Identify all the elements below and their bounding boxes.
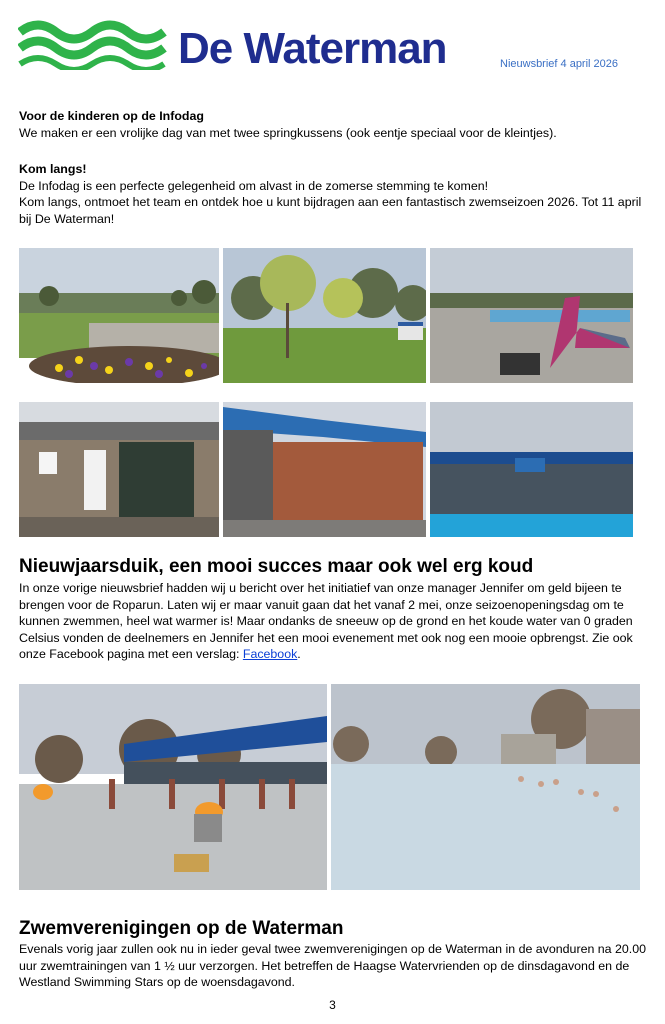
logo-text: De Waterman <box>178 24 447 73</box>
kids-body: We maken er een vrolijke dag van met twee springkussens (ook eentje speciaal voor de kleintjes). <box>19 125 557 140</box>
clubs-body: Evenals vorig jaar zullen ook nu in ieder geval twee zwemverenigingen op de Waterman in de avonduren na 20.00 uur zwemtrainingen van 1 ½ uur verzorgen. Het betreffen de Haagse Watervrienden op de dinsdagavond en de Westland Swimming Stars op de woensdagavond. <box>19 942 647 989</box>
visit-section <box>19 161 649 227</box>
visit-title: Kom langs! <box>19 162 87 176</box>
newyear-period: . <box>297 647 301 661</box>
photo-new-year-dive-pool <box>331 684 640 890</box>
photo-new-year-dive-fire <box>19 684 327 890</box>
kids-title: Voor de kinderen op de Infodag <box>19 109 204 123</box>
newyear-title: Nieuwjaarsduik, een mooi succes maar ook wel erg koud <box>19 556 534 577</box>
newyear-text: In onze vorige nieuwsbrief hadden wij u bericht over het initiatief van onze manager Jennifer om geld bijeen te brengen voor de Roparun. Laten wij er maar vanuit gaan dat het vanaf 2 mei, onze seizoenopeningsdag om te kunnen zwemmen, heel wat warmer is! Maar ondanks de sneeuw op de grond en het koude water van 0 graden Celsius vonden de deelnemers en Jennifer het een mooi evenement met ook nog een mooie opbrengst. Zie ook onze Facebook pagina met een verslag: <box>19 581 633 661</box>
page-number: 3 <box>329 998 336 1012</box>
photo-flowerbed <box>19 248 219 383</box>
visit-line1: De Infodag is een perfecte gelegenheid om alvast in de zomerse stemming te komen! <box>19 178 489 193</box>
photo-pool-building <box>430 402 633 537</box>
facebook-link[interactable]: Facebook <box>242 647 298 661</box>
photo-construction <box>19 402 219 537</box>
wave-logo-icon <box>18 14 168 70</box>
photo-lawn-trees <box>223 248 426 383</box>
newyear-body <box>19 580 649 663</box>
newsletter-date: Nieuwsbrief 4 april 2026 <box>500 58 619 70</box>
kids-section <box>19 108 649 141</box>
photo-slide <box>430 248 633 383</box>
clubs-title: Zwemverenigingen op de Waterman <box>19 918 344 939</box>
visit-line2: Kom langs, ontmoet het team en ontdek hoe u kunt bijdragen aan een fantastisch zwemseizoen 2026. Tot 11 april bij De Waterman! <box>19 195 642 226</box>
photo-brick-building <box>223 402 426 537</box>
logo <box>18 14 448 73</box>
